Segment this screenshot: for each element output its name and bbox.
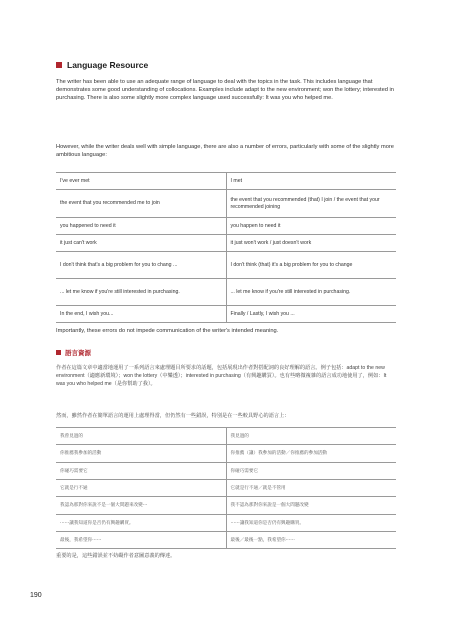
correction-cell: Finally / Lastly, I wish you ...: [226, 306, 396, 323]
table-row: [56, 190, 396, 218]
table-row: [56, 463, 396, 480]
table-row: [56, 218, 396, 235]
section-title: Language Resource: [67, 60, 149, 70]
zh-importantly-paragraph: 重要的是，這些錯誤並不妨礙作者意圖意義的傳達。: [56, 553, 176, 559]
zh-intro-paragraph: 作者在這篇文章中適當地運用了一系列語言來處理題目所要求的話題，包括展現出作者對搭配詞的良好理解的語言。例子包括：adapt to the new environment（適應新環境）；won the lottery（中樂透）；interested in purchasing（有興趣購買）。也有些略微複雜的語言成功地使用了，例如：It was you who helped me（是你幫助了我）。: [56, 365, 387, 387]
original-cell: I've ever met: [56, 173, 226, 190]
table-row: [56, 515, 396, 532]
correction-cell: the event that you recommended (that) I join / the event that your recommended joining: [226, 190, 396, 218]
table-row: [56, 497, 396, 515]
error-correction-table: [56, 172, 396, 323]
correction-cell: 它就是行不通／就是不管用: [226, 480, 396, 497]
zh-error-correction-table: [56, 427, 396, 549]
table-row: [56, 235, 396, 252]
zh-heading-marker: [56, 350, 61, 355]
original-cell: 它就是行不通: [56, 480, 226, 497]
correction-cell: 你推薦（讓）我參加的活動／你推薦的參加活動: [226, 445, 396, 463]
correction-cell: 我見過的: [226, 428, 396, 445]
table-row: [56, 445, 396, 463]
correction-cell: 我不認為那對你來說是一個大問題改變: [226, 497, 396, 515]
page-number: 190: [30, 592, 42, 599]
table-row: [56, 173, 396, 190]
intro-paragraph: The writer has been able to use an adequate range of language to deal with the topics in the task. This includes language that demonstrates some good understanding of collocations. Examples include adapt to the new environment; won the lottery; interested in purchasing. There is also some slightly more complex language used successfully: It was you who helped me.: [56, 79, 394, 101]
section-heading: [56, 60, 148, 70]
table-row: [56, 532, 396, 549]
correction-cell: ... let me know if you're still interested in purchasing.: [226, 279, 396, 306]
original-cell: ... let me know if you're still interested in purchasing.: [56, 279, 226, 306]
importantly-paragraph: Importantly, these errors do not impede communication of the writer's intended meaning.: [56, 328, 279, 334]
table-row: [56, 428, 396, 445]
original-cell: I don't think that's a big problem for you to chang ...: [56, 252, 226, 279]
heading-marker: [56, 62, 62, 68]
original-cell: 最後，我希望你⋯⋯: [56, 532, 226, 549]
original-cell: 你碰巧需要它: [56, 463, 226, 480]
however-paragraph: However, while the writer deals well with simple language, there are also a number of errors, particularly with some of the slightly more ambitious language:: [56, 144, 394, 158]
zh-however-paragraph: 然而，雖然作者在簡單語言的運用上處理得當，但仍然有一些錯誤，特別是在一些較具野心的語言上：: [56, 413, 290, 419]
original-cell: In the end, I wish you...: [56, 306, 226, 323]
correction-cell: I met: [226, 173, 396, 190]
correction-cell: you happen to need it: [226, 218, 396, 235]
original-cell: 我曾見過的: [56, 428, 226, 445]
correction-cell: I don't think (that) it's a big problem for you to change: [226, 252, 396, 279]
original-cell: you happened to need it: [56, 218, 226, 235]
table-row: [56, 480, 396, 497]
original-cell: the event that you recommended me to join: [56, 190, 226, 218]
original-cell: it just can't work: [56, 235, 226, 252]
correction-cell: it just won't work / just doesn't work: [226, 235, 396, 252]
original-cell: ⋯⋯讓我知道你是否仍有興趣購買。: [56, 515, 226, 532]
table-row: [56, 252, 396, 279]
correction-cell: 你碰巧需要它: [226, 463, 396, 480]
original-cell: 你推薦我參加的活動: [56, 445, 226, 463]
zh-section-heading: [56, 348, 91, 357]
zh-section-title: 語言資源: [65, 350, 91, 357]
original-cell: 我認為那對你來說不是一個大問題來改變⋯: [56, 497, 226, 515]
table-row: [56, 306, 396, 323]
correction-cell: 最後／最後一點，我希望你⋯⋯: [226, 532, 396, 549]
table-row: [56, 279, 396, 306]
correction-cell: ⋯⋯讓我知道你是否仍有興趣購買。: [226, 515, 396, 532]
